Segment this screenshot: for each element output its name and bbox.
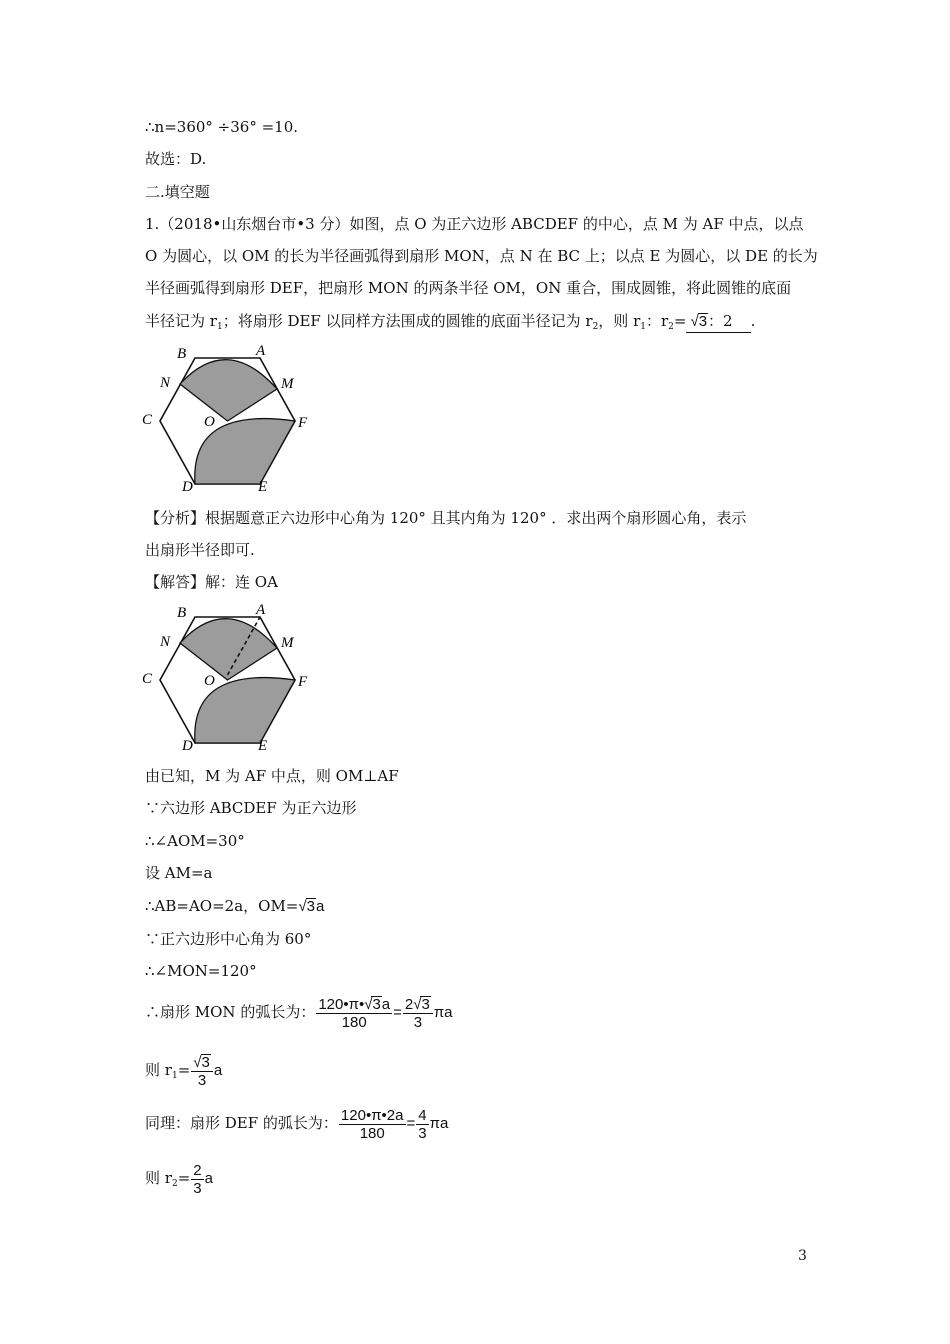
- page-number: 3: [798, 1248, 807, 1264]
- label-c: C: [142, 671, 153, 687]
- label-f: F: [298, 674, 308, 690]
- question-line-2: O 为圆心，以 OM 的长为半径画弧得到扇形 MON，点 N 在 BC 上；以点 E 为圆心，以 DE 的长为: [145, 247, 818, 265]
- label-m: M: [281, 376, 294, 392]
- section-heading: 二.填空题: [145, 183, 210, 201]
- fraction-four-thirds: $\frac{4}{3}$: [418, 1106, 427, 1142]
- fraction-arc-mon: $\frac{120•\pi•√3a}{180}$: [318, 995, 391, 1031]
- label-e: E: [258, 479, 268, 495]
- line-n-result: ∴n=360° ÷36° =10.: [145, 118, 299, 136]
- answer-blank: √3：2: [686, 311, 750, 333]
- step-1: 由已知，M 为 AF 中点，则 OM⊥AF: [145, 767, 399, 785]
- step-3: ∴∠AOM=30°: [145, 832, 245, 850]
- step-9-r1: 则 $r_1=$ $\frac{√3}{3}$ a: [145, 1053, 223, 1089]
- step-8-arc-mon: ∴扇形 MON 的弧长为： $\frac{120•\pi•√3a}{180}$ = $\frac{2√3}{3}$ πa: [145, 995, 453, 1031]
- label-n: N: [160, 634, 171, 650]
- step-6: ∵正六边形中心角为 60°: [145, 930, 312, 948]
- step-10-arc-def: 同理：扇形 DEF 的弧长为： $\frac{120•\pi•2a}{180}$ = $\frac{4}{3}$ πa: [145, 1106, 449, 1142]
- sector-mon: [180, 619, 277, 680]
- fraction-two-thirds: $\frac{2}{3}$: [193, 1161, 202, 1197]
- label-e: E: [258, 738, 268, 754]
- label-o: O: [204, 414, 215, 430]
- hexagon-figure-1: [135, 338, 325, 498]
- step-4: 设 AM=a: [145, 864, 213, 882]
- question-line-4: 半径记为 $r_1$；将扇形 DEF 以同样方法围成的圆锥的底面半径记为 $r_2$，则 $r_1$：$r_2= √3$：2 .: [145, 312, 756, 332]
- fraction-arc-def: $\frac{120•\pi•2a}{180}$: [340, 1106, 404, 1142]
- fraction-two-root3-over-3: $\frac{2√3}{3}$: [403, 996, 433, 1031]
- fraction-root3-over-3: $\frac{√3}{3}$: [191, 1054, 213, 1089]
- label-b: B: [177, 605, 187, 621]
- label-n: N: [160, 375, 171, 391]
- step-7: ∴∠MON=120°: [145, 962, 257, 980]
- sector-mon: [180, 360, 277, 421]
- solution-heading: 【解答】解：连 OA: [145, 573, 278, 591]
- label-b: B: [177, 346, 187, 362]
- hexagon-figure-2: [135, 597, 325, 757]
- step-5: ∴AB=AO=2a，OM=√3a: [145, 897, 325, 915]
- line-answer-choice: 故选：D.: [145, 150, 207, 168]
- question-line-3: 半径画弧得到扇形 DEF，把扇形 MON 的两条半径 OM，ON 重合，围成圆锥，将此圆锥的底面: [145, 279, 792, 297]
- label-d: D: [182, 738, 193, 754]
- label-d: D: [182, 479, 193, 495]
- analysis-line-1: 【分析】根据题意正六边形中心角为 120° 且其内角为 120° ．求出两个扇形圆心角，表示: [145, 509, 747, 527]
- label-a: A: [256, 602, 266, 618]
- label-o: O: [204, 673, 215, 689]
- step-2: ∵六边形 ABCDEF 为正六边形: [145, 799, 357, 817]
- label-f: F: [298, 415, 308, 431]
- question-line-1: 1.（2018•山东烟台市•3 分）如图，点 O 为正六边形 ABCDEF 的中心，点 M 为 AF 中点，以点: [145, 215, 804, 233]
- label-a: A: [256, 343, 266, 359]
- analysis-line-2: 出扇形半径即可.: [145, 541, 255, 559]
- label-c: C: [142, 412, 153, 428]
- label-m: M: [281, 635, 294, 651]
- step-11-r2: 则 $r_2=$ $\frac{2}{3}$ a: [145, 1161, 213, 1197]
